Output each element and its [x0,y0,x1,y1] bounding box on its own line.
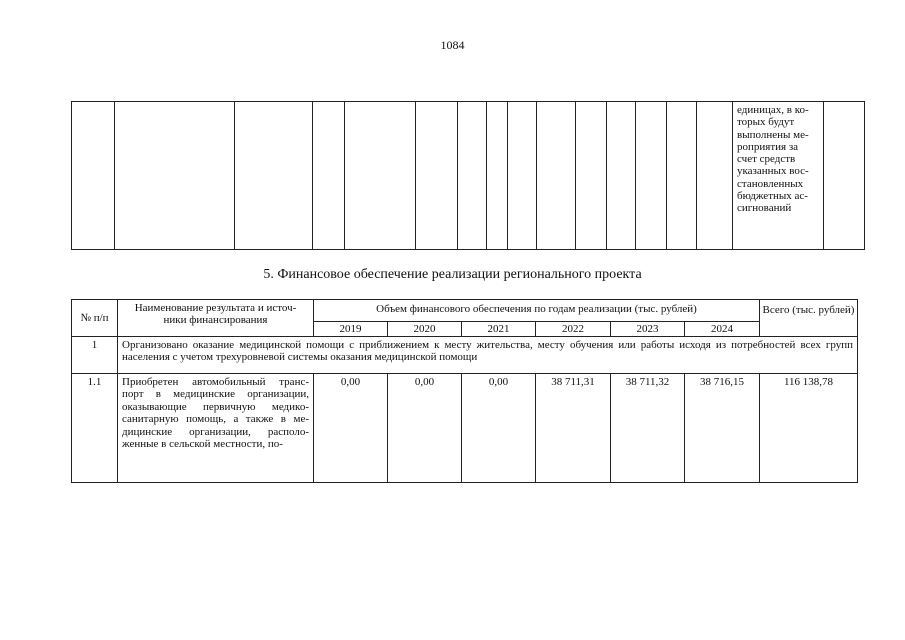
value-cell: 0,00 [462,374,536,483]
table-cell [697,102,733,250]
page-number: 1084 [440,38,465,52]
section-title: 5. Финансовое обеспечение реализации регионального проекта [263,267,642,282]
table-cell [313,102,345,250]
total-cell: 116 138,78 [760,374,858,483]
goal-text: Организовано оказание медицинской помощи с приближением к месту жительства, месту обучения или работы исходя из потребностей всех групп населения с учетом трехуровневой системы оказания медицинской помощи [118,337,858,374]
table-cell [636,102,667,250]
table-cell [576,102,607,250]
header-year: 2020 [388,321,462,336]
table-cell [537,102,576,250]
header-year: 2021 [462,321,536,336]
result-name: Приобретен автомобильный транс- порт в медицинские организации, оказывающие первичную медико- санитарную помощь, а также в ме- дицинские организации, располо- женные в сельской местности, по- [118,374,314,483]
value-cell: 38 711,32 [611,374,685,483]
header-name: Наименование результата и источ- ники финансирования [118,300,314,337]
table-cell [508,102,537,250]
header-year: 2019 [314,321,388,336]
table-cell [235,102,313,250]
table-cell [345,102,416,250]
table-cell [115,102,235,250]
value-cell: 38 711,31 [536,374,611,483]
header-total: Всего (тыс. рублей) [760,300,858,337]
table-row [72,337,858,374]
value-cell: 38 716,15 [685,374,760,483]
header-year: 2022 [536,321,611,336]
table-cell [72,102,115,250]
table-cell [416,102,458,250]
continuation-table [71,101,865,250]
header-year: 2024 [685,321,760,336]
header-year: 2023 [611,321,685,336]
table-cell [487,102,508,250]
row-num: 1.1 [72,374,118,483]
financial-table [71,299,858,483]
table-cell [607,102,636,250]
table-cell [824,102,865,250]
table-cell [458,102,487,250]
value-cell: 0,00 [314,374,388,483]
table-cell [667,102,697,250]
continuation-text: единицах, в ко- торых будут выполнены ме- роприятия за счет средств указанных вос- становленных бюджетных ас- сигнований [733,102,824,250]
table-row [72,374,858,483]
header-volume: Объем финансового обеспечения по годам реализации (тыс. рублей) [314,300,760,322]
row-num: 1 [72,337,118,374]
header-num: № п/п [72,300,118,337]
value-cell: 0,00 [388,374,462,483]
